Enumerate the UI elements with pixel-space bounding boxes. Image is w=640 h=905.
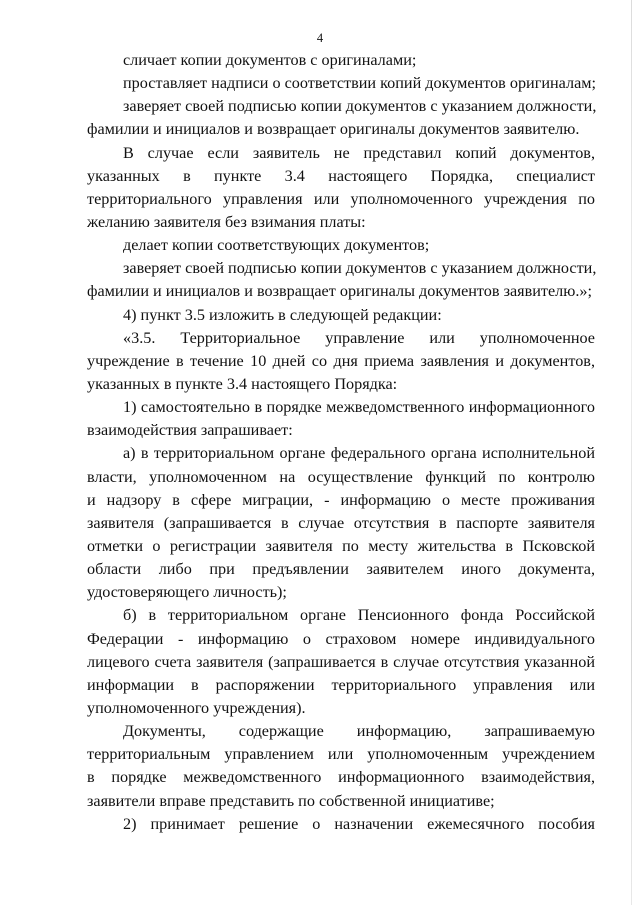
text-line: в порядке межведомственного информационного взаимодействия, [87,768,595,787]
text-line: лицевого счета заявителя (запрашивается в случае отсутствия указанной [87,652,595,671]
text-line: 2) принимает решение о назначении ежемесячного пособия [123,814,595,833]
text-line: 1) самостоятельно в порядке межведомственного информационного [123,398,595,417]
text-line: фамилии и инициалов и возвращает оригиналы документов заявителю.»; [87,282,592,301]
text-line: заверяет своей подписью копии документов с указанием должности, [123,97,597,116]
text-line: заверяет своей подписью копии документов с указанием должности, [123,259,597,278]
text-line: 4) пункт 3.5 изложить в следующей редакции: [123,305,442,324]
text-line: делает копии соответствующих документов; [123,236,430,255]
text-line: территориального управления или уполномоченного учреждения по [87,189,595,208]
text-line: отметки о регистрации заявителя по месту жительства в Псковской [87,536,595,555]
text-line: власти, уполномоченном на осуществление функций по контролю [87,467,595,486]
text-line: указанных в пункте 3.4 настоящего Порядка, специалист [87,166,595,185]
text-line: взаимодействия запрашивает: [87,421,293,440]
text-line: б) в территориальном органе Пенсионного фонда Российской [123,606,595,625]
text-line: желанию заявителя без взимания платы: [87,212,366,231]
text-line: удостоверяющего личность); [87,583,287,602]
text-line: заявителя (запрашивается в случае отсутствия в паспорте заявителя [87,513,595,532]
text-line: а) в территориальном органе федерального органа исполнительной [123,444,595,463]
text-line: сличает копии документов с оригиналами; [123,51,417,69]
text-line: Документы, содержащие информацию, запрашиваемую [123,722,595,741]
text-line: заявители вправе представить по собственной инициативе; [87,791,495,810]
scan-edge-line [631,0,632,905]
text-line: области либо при предъявлении заявителем иного документа, [87,560,595,579]
text-line: «3.5. Территориальное управление или уполномоченное [123,328,595,347]
text-line: учреждение в течение 10 дней со дня приема заявления и документов, [87,351,595,370]
document-body [87,49,595,836]
text-line: территориальным управлением или уполномоченным учреждением [87,745,595,764]
text-line: проставляет надписи о соответствии копий документов оригиналам; [123,74,597,93]
text-line: Федерации - информацию о страховом номере индивидуального [87,629,595,648]
text-line: информации в распоряжении территориального управления или [87,675,595,694]
text-line: В случае если заявитель не представил копий документов, [123,143,595,162]
text-line: фамилии и инициалов и возвращает оригиналы документов заявителю. [87,120,580,139]
text-line: указанных в пункте 3.4 настоящего Порядка: [87,374,398,393]
text-line: уполномоченного учреждения). [87,698,306,717]
page-number: 4 [316,31,324,45]
text-line: и надзору в сфере миграции, - информацию о месте проживания [87,490,595,509]
